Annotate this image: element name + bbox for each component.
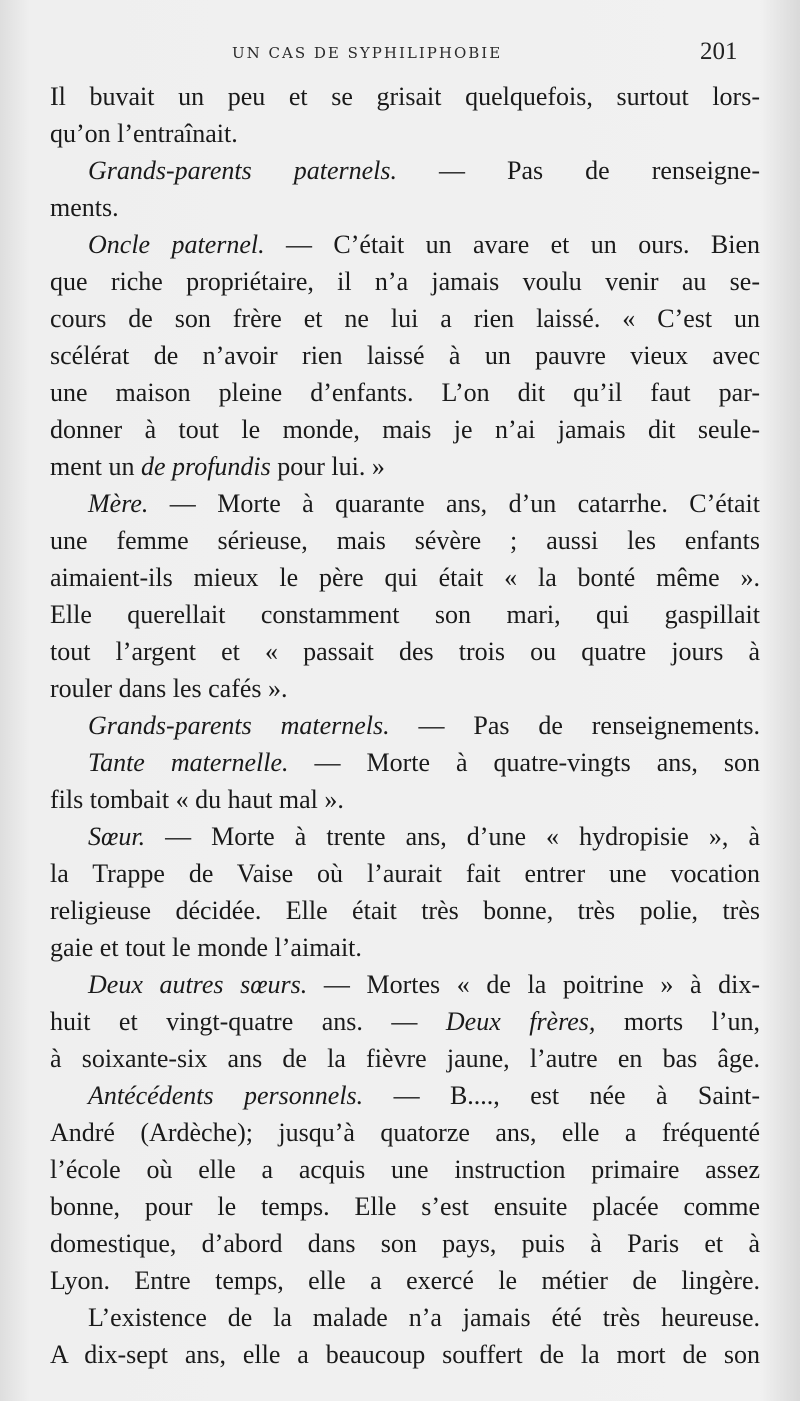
text-line	[50, 1262, 760, 1299]
text-run: domestique, d’abord dans son pays, puis à Paris et à	[50, 1229, 760, 1258]
text-run: — Pas de renseignements.	[389, 711, 760, 740]
text-line	[50, 633, 760, 670]
text-line	[50, 966, 760, 1003]
text-run: religieuse décidée. Elle était très bonne, très polie, très	[50, 896, 760, 925]
text-run: Lyon. Entre temps, elle a exercé le métier de lingère.	[50, 1266, 760, 1295]
text-run: huit et vingt-quatre ans. —	[50, 1007, 446, 1036]
text-line	[50, 226, 760, 263]
text-line	[50, 781, 760, 818]
italic-text: Mère.	[88, 489, 149, 518]
text-line	[50, 559, 760, 596]
italic-text: Antécédents personnels.	[88, 1081, 364, 1110]
text-run: — Pas de renseigne-	[397, 156, 760, 185]
text-line	[50, 152, 760, 189]
text-line	[50, 448, 760, 485]
text-run: — Morte à quarante ans, d’un catarrhe. C’était	[148, 489, 760, 518]
text-line	[50, 1077, 760, 1114]
italic-text: Grands-parents maternels.	[88, 711, 390, 740]
text-line	[50, 1225, 760, 1262]
text-line	[50, 707, 760, 744]
text-run: scélérat de n’avoir rien laissé à un pauvre vieux avec	[50, 341, 760, 370]
text-line	[50, 485, 760, 522]
text-line	[50, 1040, 760, 1077]
italic-text: Deux frères,	[445, 1007, 596, 1036]
text-run: — Morte à quatre-vingts ans, son	[288, 748, 760, 777]
text-line	[50, 1336, 760, 1373]
text-run: L’existence de la malade n’a jamais été très heureuse.	[88, 1303, 760, 1332]
text-line	[50, 1003, 760, 1040]
text-line	[50, 411, 760, 448]
text-line	[50, 855, 760, 892]
text-line	[50, 596, 760, 633]
text-run: — Mortes « de la poitrine » à dix-	[307, 970, 760, 999]
page-number: 201	[700, 38, 738, 65]
text-line	[50, 300, 760, 337]
italic-text: de profundis	[141, 452, 271, 481]
text-run: fils tombait « du haut mal ».	[50, 785, 344, 814]
text-line	[50, 263, 760, 300]
text-run: cours de son frère et ne lui a rien laissé. « C’est un	[50, 304, 760, 333]
text-run: André (Ardèche); jusqu’à quatorze ans, elle a fréquenté	[50, 1118, 760, 1147]
text-line	[50, 892, 760, 929]
text-run: l’école où elle a acquis une instruction primaire assez	[50, 1155, 760, 1184]
text-run: à soixante-six ans de la fièvre jaune, l’autre en bas âge.	[50, 1044, 760, 1073]
text-line	[50, 670, 760, 707]
text-run: aimaient-ils mieux le père qui était « la bonté même ».	[50, 563, 760, 592]
text-run: que riche propriétaire, il n’a jamais voulu venir au se-	[50, 267, 760, 296]
text-run: une maison pleine d’enfants. L’on dit qu’il faut par-	[50, 378, 760, 407]
text-run: tout l’argent et « passait des trois ou quatre jours à	[50, 637, 760, 666]
text-line	[50, 522, 760, 559]
text-line	[50, 1151, 760, 1188]
text-run: la Trappe de Vaise où l’aurait fait entrer une vocation	[50, 859, 760, 888]
text-line	[50, 818, 760, 855]
text-line	[50, 337, 760, 374]
text-run: Il buvait un peu et se grisait quelquefois, surtout lors-	[50, 82, 760, 111]
running-title: UN CAS DE SYPHILIPHOBIE	[232, 44, 503, 62]
italic-text: Grands-parents paternels.	[88, 156, 397, 185]
text-line	[50, 1114, 760, 1151]
text-run: — Morte à trente ans, d’une « hydropisie », à	[145, 822, 760, 851]
text-line	[50, 1299, 760, 1336]
text-run: Elle querellait constamment son mari, qui gaspillait	[50, 600, 760, 629]
running-head	[0, 40, 800, 70]
text-line	[50, 189, 760, 226]
italic-text: Oncle paternel.	[88, 230, 265, 259]
text-line	[50, 929, 760, 966]
text-run: A dix-sept ans, elle a beaucoup souffert de la mort de son	[50, 1340, 760, 1369]
text-run: bonne, pour le temps. Elle s’est ensuite placée comme	[50, 1192, 760, 1221]
text-run: donner à tout le monde, mais je n’ai jamais dit seule-	[50, 415, 760, 444]
text-run: ment un	[50, 452, 141, 481]
italic-text: Deux autres sœurs.	[88, 970, 308, 999]
text-run: pour lui. »	[270, 452, 385, 481]
text-run: — C’était un avare et un ours. Bien	[264, 230, 760, 259]
text-run: rouler dans les cafés ».	[50, 674, 288, 703]
text-run: morts l’un,	[595, 1007, 760, 1036]
body-text	[50, 78, 760, 1373]
text-line	[50, 78, 760, 115]
italic-text: Tante maternelle.	[88, 748, 289, 777]
text-run: ments.	[50, 193, 119, 222]
text-line	[50, 1188, 760, 1225]
text-run: une femme sérieuse, mais sévère ; aussi les enfants	[50, 526, 760, 555]
text-run: — B...., est née à Saint-	[363, 1081, 761, 1110]
text-run: qu’on l’entraînait.	[50, 119, 238, 148]
text-line	[50, 744, 760, 781]
text-line	[50, 374, 760, 411]
text-run: gaie et tout le monde l’aimait.	[50, 933, 362, 962]
italic-text: Sœur.	[88, 822, 146, 851]
text-line	[50, 115, 760, 152]
